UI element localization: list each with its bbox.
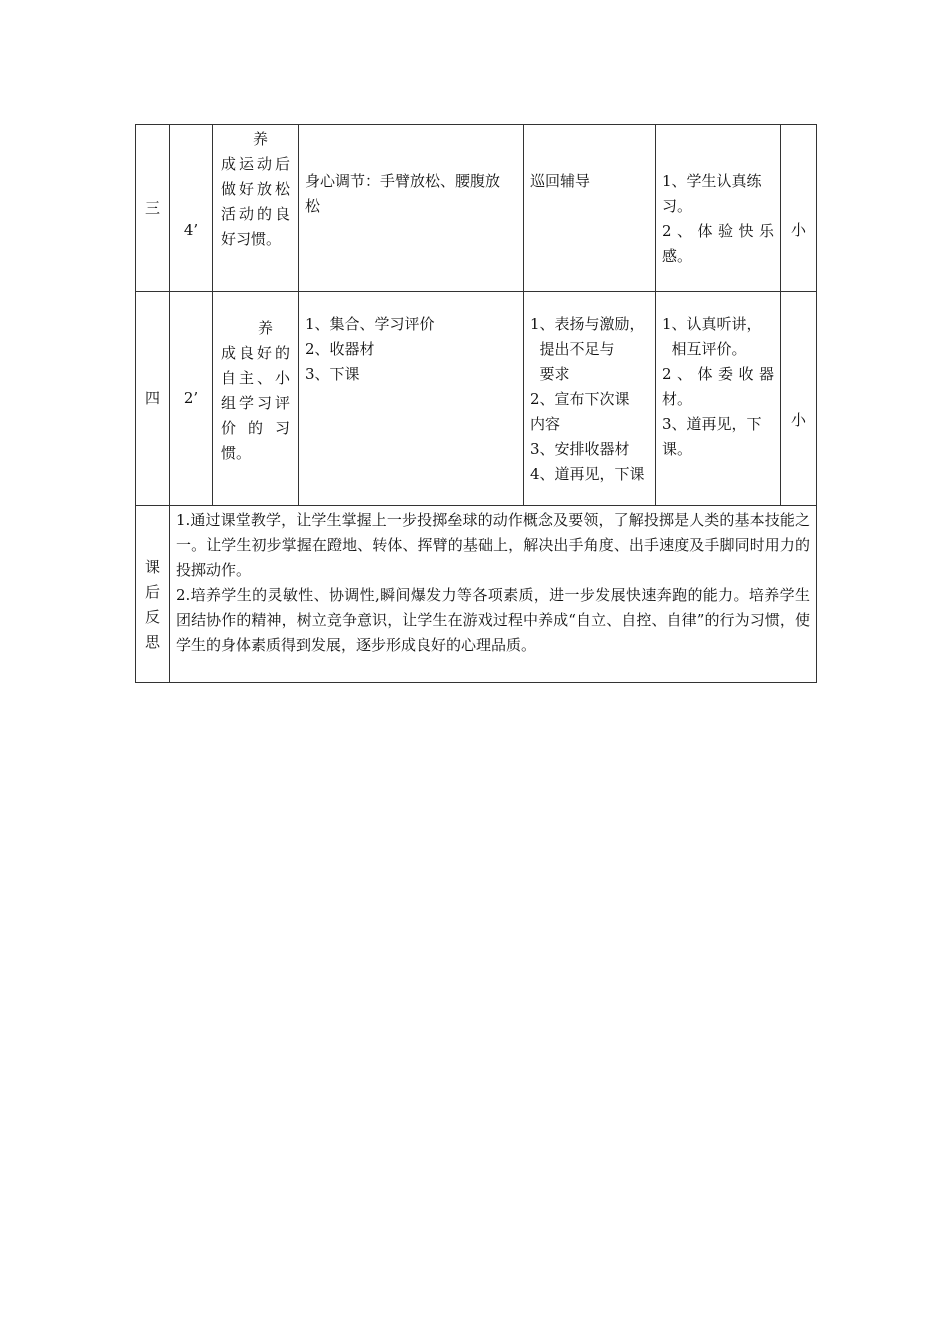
table-row: [136, 292, 817, 506]
content-line: 身心调节：手臂放松、腰腹放: [305, 172, 501, 190]
student-line: 课。: [662, 440, 693, 458]
content-line: 3、下课: [305, 365, 360, 383]
teacher-line: 2、宣布下次课: [530, 390, 630, 408]
teacher-line: 4、道再见，下课: [530, 465, 645, 483]
label-char: 后: [144, 583, 160, 601]
goal-line: 活动的良: [221, 205, 290, 223]
lesson-plan-table: [135, 124, 817, 683]
label-char: 课: [144, 558, 160, 576]
teacher-line: 3、安排收器材: [530, 440, 630, 458]
label-char: 反: [144, 608, 160, 626]
teacher-line: 内容: [530, 415, 561, 433]
goal-line: 惯。: [221, 444, 252, 462]
content-cell: [299, 125, 524, 292]
student-line: 2、体验快乐: [662, 222, 774, 240]
time-cell: 2’: [170, 292, 213, 506]
goal-line: 组学习评: [221, 394, 290, 412]
label-char: 思: [144, 633, 160, 651]
goal-first-line: 养: [252, 130, 268, 148]
student-line: 感。: [662, 247, 693, 265]
teacher-line: 巡回辅导: [530, 172, 591, 190]
student-line: 材。: [662, 390, 693, 408]
teacher-cell: [524, 292, 656, 506]
goal-line: 好习惯。: [221, 230, 282, 248]
part-cell: 三: [136, 125, 170, 292]
teacher-line: 提出不足与: [530, 340, 615, 358]
student-line: 相互评价。: [662, 340, 747, 358]
student-line: 习。: [662, 197, 693, 215]
student-line: 1、认真听讲，: [662, 315, 762, 333]
table-row: [136, 125, 817, 292]
goal-line: 自主、小: [221, 369, 290, 387]
form-cell: 小: [781, 125, 817, 292]
goal-cell: [213, 292, 299, 506]
goal-first-line: 养: [257, 319, 273, 337]
teacher-line: 1、表扬与激励，: [530, 315, 645, 333]
reflection-content: [170, 506, 817, 683]
student-cell: [656, 125, 781, 292]
part-cell: 四: [136, 292, 170, 506]
time-cell: 4’: [170, 125, 213, 292]
teacher-cell: [524, 125, 656, 292]
content-cell: [299, 292, 524, 506]
student-line: 1、学生认真练: [662, 172, 762, 190]
reflection-label: [136, 506, 170, 683]
reflection-paragraph: 1.通过课堂教学，让学生掌握上一步投掷垒球的动作概念及要领，了解投掷是人类的基本技能之一。让学生初步掌握在蹬地、转体、挥臂的基础上，解决出手角度、出手速度及手脚同时用力的投掷动作。: [176, 511, 810, 579]
student-cell: [656, 292, 781, 506]
reflection-paragraph: 2.培养学生的灵敏性、协调性,瞬间爆发力等各项素质，进一步发展快速奔跑的能力。培养学生团结协作的精神，树立竞争意识，让学生在游戏过程中养成“自立、自控、自律”的行为习惯，使学生的身体素质得到发展，逐步形成良好的心理品质。: [176, 586, 810, 654]
student-line: 2、体委收器: [662, 365, 774, 383]
reflection-row: [136, 506, 817, 683]
form-cell: 小: [781, 292, 817, 506]
goal-cell: [213, 125, 299, 292]
content-line: 1、集合、学习评价: [305, 315, 435, 333]
goal-line: 成运动后: [221, 155, 290, 173]
goal-line: 做好放松: [221, 180, 290, 198]
content-line: 松: [305, 197, 321, 215]
goal-line: 价 的 习: [221, 419, 290, 437]
content-line: 2、收器材: [305, 340, 375, 358]
goal-line: 成良好的: [221, 344, 290, 362]
teacher-line: 要求: [530, 365, 570, 383]
student-line: 3、道再见，下: [662, 415, 762, 433]
